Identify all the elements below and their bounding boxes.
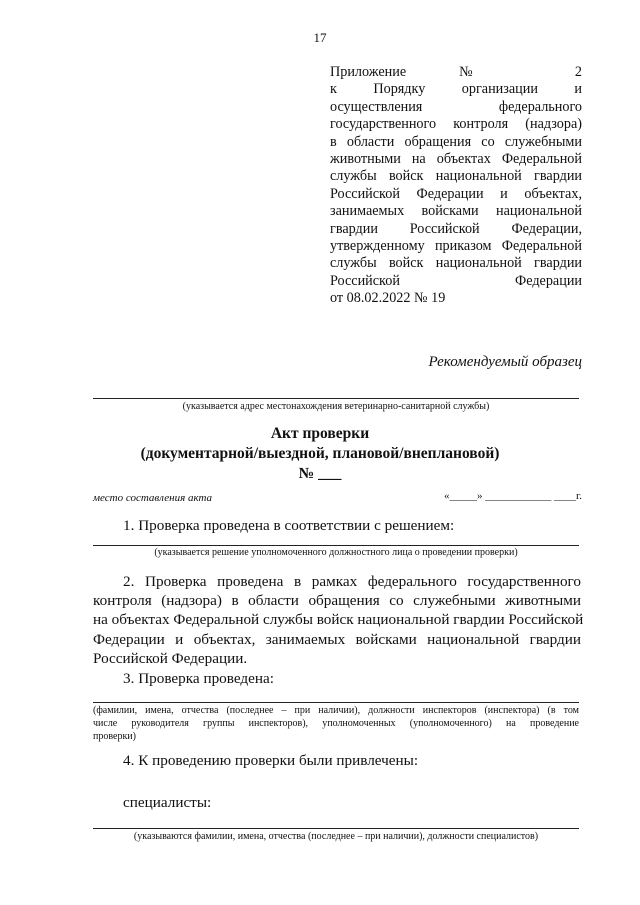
appendix-line: государственного контроля (надзора) [330, 116, 582, 133]
specialists-caption: (указываются фамилии, имена, отчества (последнее – при наличии), должности специалистов) [133, 831, 539, 842]
act-subtitle: (документарной/выездной, плановой/внеплановой) [140, 445, 500, 462]
appendix-line: службы войск национальной гвардии [330, 168, 582, 185]
section-2 [93, 572, 584, 668]
appendix-line: гвардии Российской Федерации, [330, 220, 582, 237]
inspectors-caption-line: (фамилии, имена, отчества (последнее – при наличии), должности инспекторов (инспектора) (в том [93, 705, 579, 716]
appendix-line: Приложение № 2 [330, 64, 582, 80]
appendix-line: животными на объектах Федеральной [330, 151, 582, 168]
appendix-header [330, 64, 582, 308]
address-blank-line [93, 398, 579, 399]
inspectors-caption [93, 704, 579, 743]
inspectors-caption-line: числе руководителя группы инспекторов), уполномоченных (уполномоченного) на проведение [93, 718, 579, 729]
appendix-line: в области обращения со служебными [330, 133, 582, 150]
act-title [0, 424, 640, 484]
appendix-line: от 08.02.2022 № 19 [330, 290, 446, 307]
decision-caption: (указывается решение уполномоченного должностного лица о проведении проверки) [154, 547, 518, 558]
section-2-line: Федерации и объектах, занимаемых войсками национальной гвардии [93, 630, 581, 648]
appendix-line: службы войск национальной гвардии [330, 255, 582, 272]
section-3: 3. Проверка проведена: [123, 670, 274, 687]
act-title-line: Акт проверки [270, 425, 370, 442]
section-2-line: на объектах Федеральной службы войск национальной гвардии Российской [93, 611, 584, 629]
section-2-line: 2. Проверка проведена в рамках федерального государственного [123, 573, 581, 590]
appendix-line: Российской Федерации [330, 272, 582, 289]
appendix-line: к Порядку организации и [330, 81, 582, 98]
inspectors-blank-line [93, 702, 579, 703]
appendix-line: утвержденному приказом Федеральной [330, 238, 582, 255]
date-field: «_____» ____________ ____г. [443, 490, 582, 502]
page-number: 17 [313, 30, 327, 45]
appendix-line: осуществления федерального [330, 98, 582, 115]
section-2-line: контроля (надзора) в области обращения со служебными животными [93, 592, 581, 610]
appendix-line: Российской Федерации и объектах, [330, 185, 582, 202]
recommended-sample-label: Рекомендуемый образец [428, 354, 582, 370]
inspectors-caption-line: проверки) [93, 731, 136, 742]
appendix-line: занимаемых войсками национальной [330, 203, 582, 220]
specialists-label: специалисты: [123, 794, 212, 811]
act-number: № ___ [298, 465, 342, 482]
place-label: место составления акта [93, 492, 213, 504]
section-1: 1. Проверка проведена в соответствии с решением: [123, 517, 455, 534]
section-4: 4. К проведению проверки были привлечены: [123, 752, 419, 769]
section-2-line: Российской Федерации. [93, 649, 248, 667]
address-caption: (указывается адрес местонахождения ветеринарно-санитарной службы) [182, 401, 490, 412]
decision-blank-line [93, 545, 579, 546]
specialists-blank-line [93, 828, 579, 829]
